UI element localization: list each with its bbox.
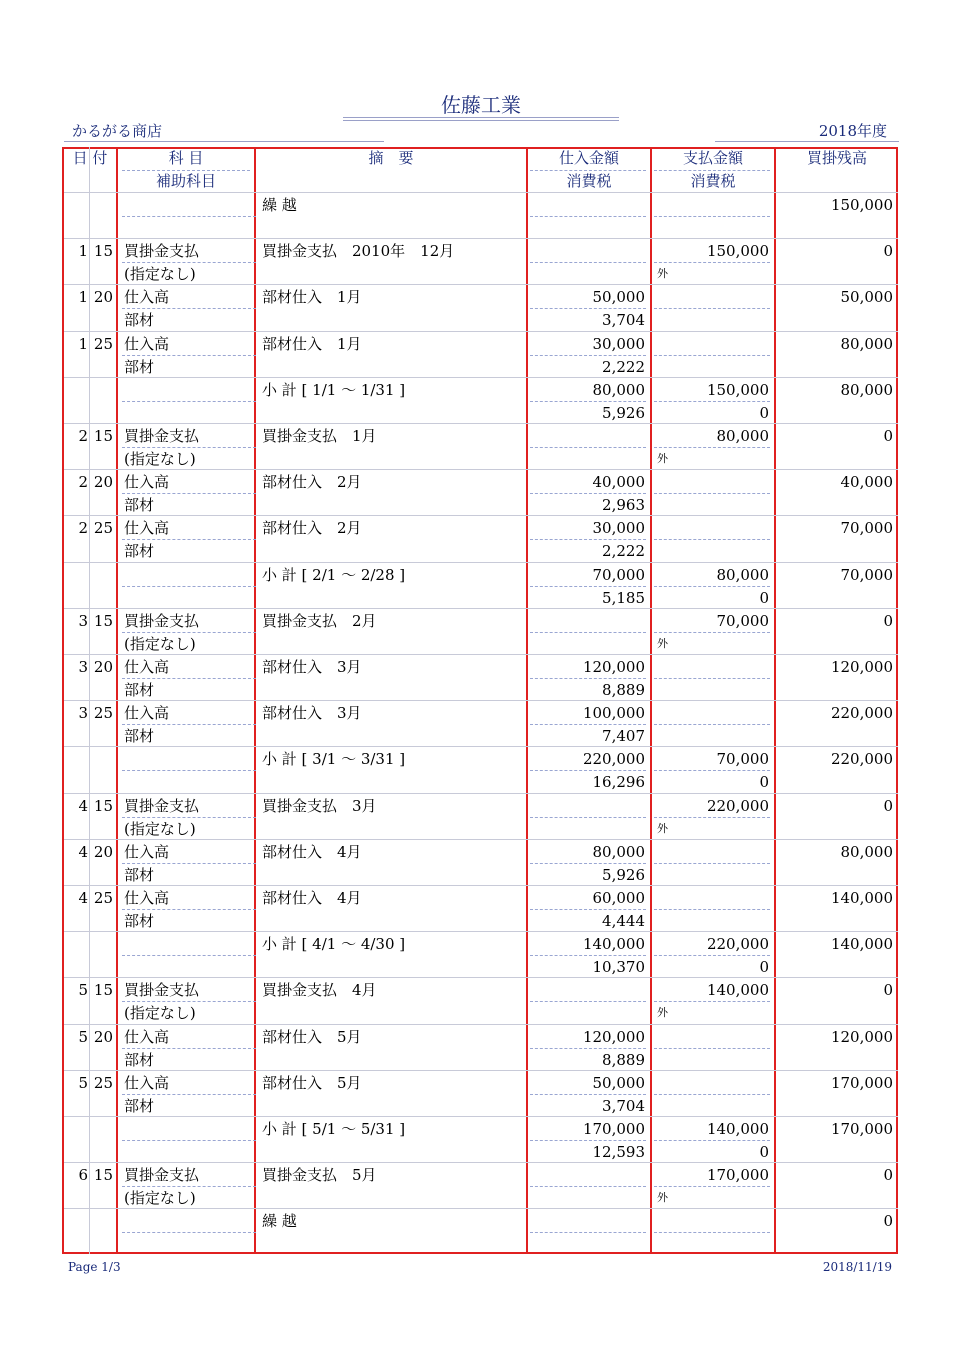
row-divider-dash — [530, 308, 646, 309]
cell-pur: 50,000 — [592, 288, 645, 307]
cell-sub: (指定なし) — [124, 1004, 196, 1023]
cell-desc: 買掛金支払 2月 — [262, 611, 377, 630]
page-title: 佐藤工業 — [441, 93, 521, 117]
cell-m: 5 — [78, 981, 88, 1000]
cell-d: 20 — [93, 473, 113, 492]
row-divider-dash — [530, 1001, 646, 1002]
cell-bal: 0 — [883, 242, 893, 261]
row-divider-dash — [654, 909, 770, 910]
cell-bal: 0 — [883, 1166, 893, 1185]
cell-bal: 150,000 — [830, 196, 893, 214]
cell-sub: 部材 — [124, 1096, 155, 1115]
cell-sub: (指定なし) — [124, 1189, 196, 1208]
cell-ptax: 8,889 — [602, 681, 645, 699]
row-divider-dash — [122, 401, 256, 402]
row-divider-dash — [530, 355, 646, 356]
row-divider-dash — [122, 493, 256, 494]
cell-desc: 繰 越 — [262, 196, 297, 214]
cell-desc: 部材仕入 2月 — [262, 473, 362, 492]
cell-m: 1 — [78, 334, 88, 353]
cell-pur: 80,000 — [592, 380, 645, 399]
row-divider-dash — [122, 355, 256, 356]
cell-ptax: 3,704 — [602, 1096, 645, 1115]
cell-desc: 部材仕入 4月 — [262, 842, 362, 861]
cell-acct: 仕入高 — [124, 334, 170, 353]
cell-bal: 40,000 — [840, 473, 893, 492]
cell-pay: 220,000 — [706, 796, 769, 815]
row-divider-dash — [122, 1186, 256, 1187]
header-payment-tax: 消費税 — [690, 172, 736, 190]
row-divider-dash — [122, 1094, 256, 1095]
cell-acct: 仕入高 — [124, 889, 170, 907]
cell-bal: 140,000 — [830, 935, 893, 954]
cell-ptax: 16,296 — [592, 773, 645, 792]
table-row — [64, 470, 898, 516]
cell-pur: 80,000 — [592, 842, 645, 861]
header-dash — [122, 170, 250, 171]
row-divider-dash — [530, 678, 646, 679]
row-divider-dash — [530, 863, 646, 864]
row-divider-dash — [530, 632, 646, 633]
table-row — [64, 609, 898, 655]
row-divider-dash — [122, 678, 256, 679]
row-divider-dash — [654, 955, 770, 956]
row-divider-dash — [530, 817, 646, 818]
row-divider-dash — [654, 262, 770, 263]
cell-d: 15 — [93, 242, 113, 261]
row-divider-dash — [654, 817, 770, 818]
row-divider-dash — [122, 1001, 256, 1002]
row-divider-dash — [654, 724, 770, 725]
row-divider-dash — [530, 539, 646, 540]
row-divider-dash — [122, 308, 256, 309]
table-row — [64, 516, 898, 562]
header-dash — [530, 170, 646, 171]
cell-sub: 部材 — [124, 727, 155, 746]
fiscal-year: 2018年度 — [818, 122, 887, 140]
row-divider-dash — [654, 678, 770, 679]
cell-bal: 70,000 — [840, 565, 893, 584]
cell-desc: 繰 越 — [262, 1212, 297, 1231]
cell-paytax: 0 — [759, 1143, 769, 1161]
row-divider-dash — [122, 955, 256, 956]
cell-bal: 80,000 — [840, 334, 893, 353]
table-row — [64, 747, 898, 793]
cell-bal: 0 — [883, 427, 893, 445]
cell-pur: 30,000 — [592, 519, 645, 538]
cell-paytax: 外 — [657, 1006, 668, 1020]
cell-m: 6 — [78, 1166, 88, 1185]
cell-pur: 120,000 — [582, 658, 645, 676]
table-row — [64, 193, 898, 239]
cell-m: 5 — [78, 1027, 88, 1046]
row-divider-dash — [654, 401, 770, 402]
cell-paytax: 0 — [759, 588, 769, 607]
cell-acct: 仕入高 — [124, 473, 170, 492]
cell-pay: 150,000 — [706, 380, 769, 399]
row-divider-dash — [530, 1094, 646, 1095]
row-divider-dash — [530, 216, 646, 217]
header-account: 科 目 — [168, 149, 204, 167]
cell-d: 15 — [93, 1166, 113, 1185]
cell-m: 4 — [78, 842, 88, 861]
cell-bal: 120,000 — [830, 1027, 893, 1046]
table-row — [64, 932, 898, 978]
cell-pur: 50,000 — [592, 1073, 645, 1092]
table-row — [64, 563, 898, 609]
cell-pay: 70,000 — [716, 750, 769, 769]
table-row — [64, 1071, 898, 1117]
print-date: 2018/11/19 — [822, 1260, 892, 1274]
row-divider-dash — [530, 447, 646, 448]
table-row — [64, 1025, 898, 1071]
cell-bal: 80,000 — [840, 842, 893, 861]
cell-ptax: 2,222 — [602, 357, 645, 376]
table-row — [64, 655, 898, 701]
cell-d: 25 — [93, 334, 113, 353]
cell-d: 20 — [93, 288, 113, 307]
cell-paytax: 0 — [759, 958, 769, 977]
table-row — [64, 978, 898, 1024]
cell-bal: 170,000 — [830, 1120, 893, 1138]
row-divider-dash — [654, 1186, 770, 1187]
cell-bal: 50,000 — [840, 288, 893, 307]
row-divider-dash — [654, 1140, 770, 1141]
row-divider-dash — [122, 1048, 256, 1049]
cell-bal: 220,000 — [830, 750, 893, 769]
cell-sub: 部材 — [124, 865, 155, 884]
table-row — [64, 424, 898, 470]
header-date: 日 付 — [72, 149, 108, 167]
row-divider-dash — [122, 817, 256, 818]
table-row — [64, 378, 898, 424]
table-row — [64, 840, 898, 886]
header-description: 摘 要 — [368, 149, 414, 167]
cell-sub: 部材 — [124, 1050, 155, 1069]
cell-d: 15 — [93, 796, 113, 815]
cell-paytax: 外 — [657, 1191, 668, 1205]
row-divider-dash — [530, 401, 646, 402]
cell-sub: 部材 — [124, 681, 155, 699]
table-row — [64, 285, 898, 331]
cell-desc: 部材仕入 3月 — [262, 704, 362, 723]
cell-ptax: 8,889 — [602, 1050, 645, 1069]
cell-d: 20 — [93, 1027, 113, 1046]
cell-d: 25 — [93, 889, 113, 907]
cell-paytax: 外 — [657, 267, 668, 281]
cell-acct: 買掛金支払 — [124, 611, 200, 630]
cell-pay: 150,000 — [706, 242, 769, 261]
row-divider-dash — [654, 355, 770, 356]
row-divider-dash — [122, 262, 256, 263]
header-dash — [654, 170, 770, 171]
cell-desc: 部材仕入 5月 — [262, 1073, 362, 1092]
cell-desc: 小 計 [ 3/1 ～ 3/31 ] — [262, 750, 406, 769]
row-divider-dash — [530, 262, 646, 263]
row-divider-dash — [530, 1232, 646, 1233]
row-divider-dash — [654, 447, 770, 448]
cell-d: 25 — [93, 704, 113, 723]
row-divider-dash — [122, 539, 256, 540]
cell-paytax: 外 — [657, 452, 668, 465]
table-row — [64, 794, 898, 840]
cell-pay: 70,000 — [716, 611, 769, 630]
row-divider-dash — [654, 539, 770, 540]
cell-m: 5 — [78, 1073, 88, 1092]
cell-sub: 部材 — [124, 496, 155, 515]
cell-desc: 部材仕入 1月 — [262, 334, 362, 353]
row-divider-dash — [530, 1186, 646, 1187]
cell-sub: 部材 — [124, 912, 155, 930]
cell-sub: (指定なし) — [124, 450, 196, 468]
row-divider-dash — [654, 493, 770, 494]
row-divider-dash — [530, 1048, 646, 1049]
cell-ptax: 7,407 — [602, 727, 645, 746]
row-divider-dash — [654, 308, 770, 309]
cell-acct: 買掛金支払 — [124, 1166, 200, 1185]
cell-m: 2 — [78, 473, 88, 492]
cell-ptax: 12,593 — [592, 1143, 645, 1161]
cell-d: 15 — [93, 981, 113, 1000]
header-purchase-tax: 消費税 — [566, 172, 612, 190]
cell-sub: (指定なし) — [124, 265, 196, 284]
cell-desc: 買掛金支払 2010年 12月 — [262, 242, 455, 261]
cell-pur: 220,000 — [582, 750, 645, 769]
row-divider-dash — [122, 909, 256, 910]
row-divider-dash — [654, 1232, 770, 1233]
cell-acct: 仕入高 — [124, 1073, 170, 1092]
row-divider-dash — [654, 770, 770, 771]
row-divider-dash — [122, 447, 256, 448]
cell-ptax: 4,444 — [602, 912, 645, 930]
cell-ptax: 10,370 — [592, 958, 645, 977]
year-rule — [715, 141, 899, 142]
cell-paytax: 外 — [657, 636, 668, 650]
cell-desc: 部材仕入 4月 — [262, 889, 362, 907]
cell-m: 3 — [78, 611, 88, 630]
cell-bal: 0 — [883, 611, 893, 630]
cell-pur: 100,000 — [582, 704, 645, 723]
cell-paytax: 外 — [657, 821, 668, 835]
row-divider-dash — [654, 1048, 770, 1049]
cell-ptax: 2,963 — [602, 496, 645, 515]
cell-acct: 仕入高 — [124, 1027, 170, 1046]
cell-desc: 小 計 [ 1/1 ～ 1/31 ] — [262, 380, 406, 399]
cell-sub: (指定なし) — [124, 819, 196, 838]
cell-pur: 120,000 — [582, 1027, 645, 1046]
row-divider-dash — [654, 1001, 770, 1002]
row-divider-dash — [530, 1140, 646, 1141]
cell-desc: 部材仕入 5月 — [262, 1027, 362, 1046]
cell-acct: 仕入高 — [124, 519, 170, 538]
row-divider-dash — [654, 586, 770, 587]
row-divider-dash — [122, 724, 256, 725]
header-payment: 支払金額 — [682, 149, 743, 167]
cell-ptax: 3,704 — [602, 311, 645, 330]
cell-desc: 部材仕入 1月 — [262, 288, 362, 307]
row-divider-dash — [530, 955, 646, 956]
row-divider-dash — [122, 632, 256, 633]
cell-pay: 220,000 — [706, 935, 769, 954]
table-row — [64, 1209, 898, 1255]
cell-pur: 170,000 — [582, 1120, 645, 1138]
table-row — [64, 1117, 898, 1163]
table-row — [64, 332, 898, 378]
row-divider-dash — [122, 863, 256, 864]
row-divider-dash — [122, 1232, 256, 1233]
cell-desc: 買掛金支払 1月 — [262, 427, 377, 445]
cell-bal: 80,000 — [840, 380, 893, 399]
cell-acct: 買掛金支払 — [124, 981, 200, 1000]
cell-m: 2 — [78, 427, 88, 445]
cell-d: 20 — [93, 842, 113, 861]
cell-desc: 買掛金支払 5月 — [262, 1166, 377, 1185]
table-row — [64, 239, 898, 285]
cell-pay: 80,000 — [716, 565, 769, 584]
cell-acct: 買掛金支払 — [124, 796, 200, 815]
cell-m: 1 — [78, 288, 88, 307]
cell-d: 15 — [93, 427, 113, 445]
cell-pur: 40,000 — [592, 473, 645, 492]
row-divider-dash — [530, 909, 646, 910]
cell-pay: 80,000 — [716, 427, 769, 445]
header-purchase: 仕入金額 — [558, 149, 619, 167]
row-divider-dash — [654, 632, 770, 633]
row-divider-dash — [530, 724, 646, 725]
row-divider-dash — [530, 493, 646, 494]
cell-sub: (指定なし) — [124, 634, 196, 653]
cell-acct: 買掛金支払 — [124, 427, 200, 445]
cell-sub: 部材 — [124, 311, 155, 330]
row-divider-dash — [654, 863, 770, 864]
cell-pay: 170,000 — [706, 1166, 769, 1185]
shop-name: かるがる商店 — [72, 122, 163, 140]
cell-m: 3 — [78, 704, 88, 723]
row-divider-dash — [122, 586, 256, 587]
cell-acct: 仕入高 — [124, 658, 170, 676]
cell-pur: 60,000 — [592, 889, 645, 907]
cell-pay: 140,000 — [706, 981, 769, 1000]
cell-desc: 小 計 [ 4/1 ～ 4/30 ] — [262, 935, 406, 954]
cell-d: 20 — [93, 658, 113, 676]
page-number: Page 1/3 — [68, 1260, 121, 1274]
cell-acct: 仕入高 — [124, 842, 170, 861]
cell-desc: 小 計 [ 2/1 ～ 2/28 ] — [262, 565, 406, 584]
cell-acct: 買掛金支払 — [124, 242, 200, 261]
cell-d: 15 — [93, 611, 113, 630]
cell-paytax: 0 — [759, 403, 769, 422]
cell-m: 2 — [78, 519, 88, 538]
title-rule-bottom — [343, 120, 619, 121]
cell-m: 4 — [78, 889, 88, 907]
cell-bal: 140,000 — [830, 889, 893, 907]
cell-pur: 140,000 — [582, 935, 645, 954]
cell-sub: 部材 — [124, 542, 155, 561]
cell-desc: 買掛金支払 3月 — [262, 796, 377, 815]
table-row — [64, 701, 898, 747]
cell-acct: 仕入高 — [124, 288, 170, 307]
cell-ptax: 5,926 — [602, 865, 645, 884]
cell-desc: 部材仕入 2月 — [262, 519, 362, 538]
cell-desc: 部材仕入 3月 — [262, 658, 362, 676]
cell-m: 4 — [78, 796, 88, 815]
table-row — [64, 1163, 898, 1209]
cell-ptax: 2,222 — [602, 542, 645, 561]
cell-d: 25 — [93, 1073, 113, 1092]
row-divider-dash — [654, 1094, 770, 1095]
cell-m: 1 — [78, 242, 88, 261]
row-divider-dash — [530, 770, 646, 771]
row-divider-dash — [122, 770, 256, 771]
cell-ptax: 5,926 — [602, 403, 645, 422]
header-sub-account: 補助科目 — [155, 172, 216, 190]
cell-bal: 220,000 — [830, 704, 893, 723]
cell-bal: 70,000 — [840, 519, 893, 538]
cell-bal: 120,000 — [830, 658, 893, 676]
cell-sub: 部材 — [124, 357, 155, 376]
cell-acct: 仕入高 — [124, 704, 170, 723]
row-divider-dash — [122, 216, 256, 217]
cell-m: 3 — [78, 658, 88, 676]
cell-pur: 30,000 — [592, 334, 645, 353]
cell-pay: 140,000 — [706, 1120, 769, 1138]
cell-paytax: 0 — [759, 773, 769, 792]
row-divider-dash — [530, 586, 646, 587]
row-divider-dash — [122, 1140, 256, 1141]
cell-pur: 70,000 — [592, 565, 645, 584]
cell-d: 25 — [93, 519, 113, 538]
cell-bal: 0 — [883, 1212, 893, 1231]
cell-bal: 170,000 — [830, 1073, 893, 1092]
cell-desc: 買掛金支払 4月 — [262, 981, 377, 1000]
shop-rule — [64, 141, 384, 142]
cell-desc: 小 計 [ 5/1 ～ 5/31 ] — [262, 1120, 406, 1138]
cell-bal: 0 — [883, 796, 893, 815]
row-divider-dash — [654, 216, 770, 217]
cell-bal: 0 — [883, 981, 893, 1000]
header-balance: 買掛残高 — [806, 149, 867, 167]
cell-ptax: 5,185 — [602, 588, 645, 607]
table-row — [64, 886, 898, 932]
